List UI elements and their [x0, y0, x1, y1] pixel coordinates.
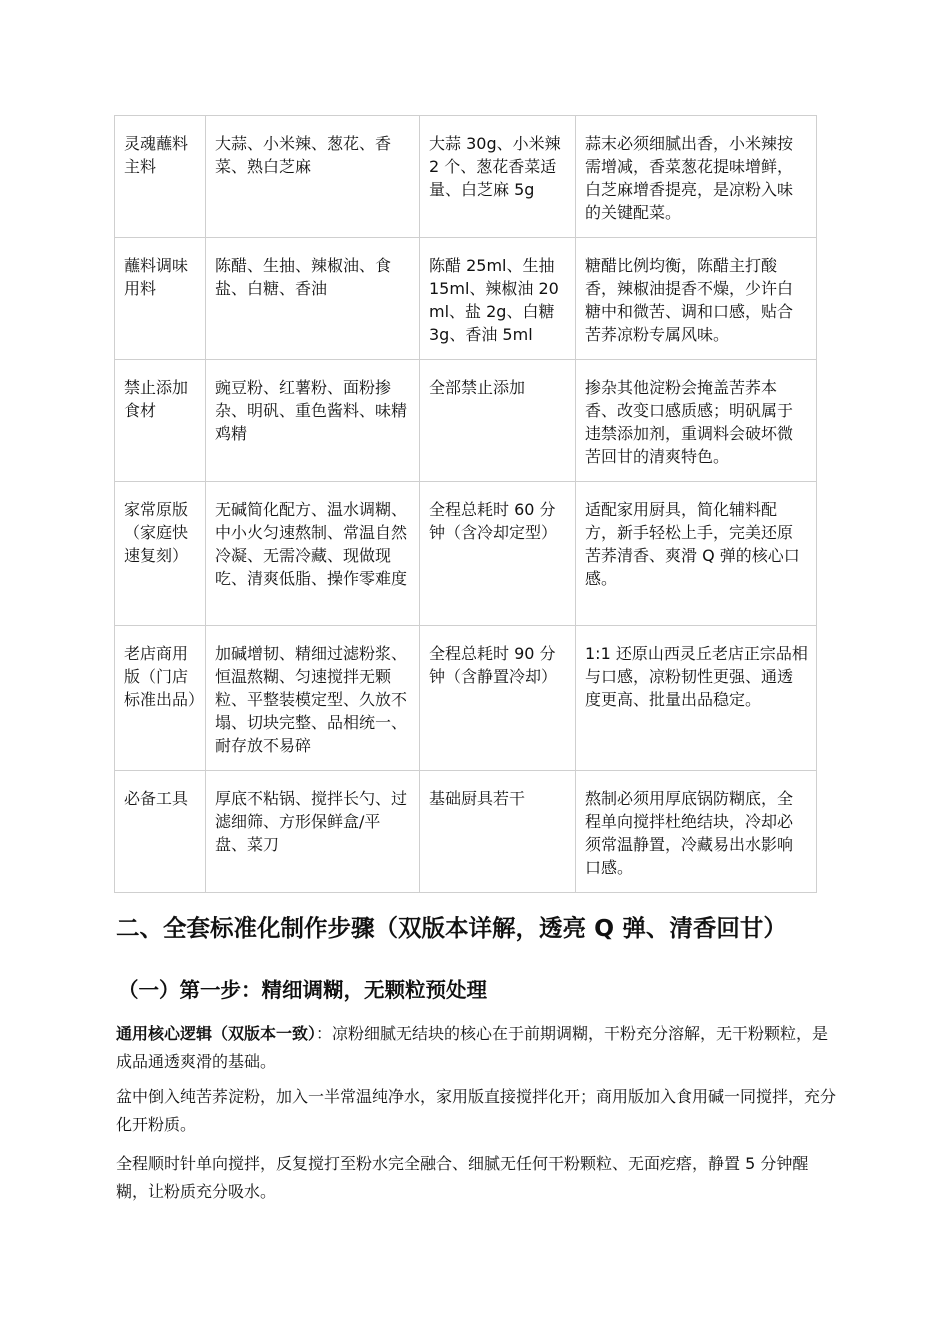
table-cell-note: 糖醋比例均衡，陈醋主打酸香，辣椒油提香不燥，少许白糖中和微苦、调和口感，贴合苦荞凉粉专属风味。	[576, 238, 817, 360]
table-cell-amount: 大蒜 30g、小米辣 2 个、葱花香菜适量、白芝麻 5g	[420, 116, 576, 238]
table-cell-item: 蘸料调味用料	[115, 238, 206, 360]
table-row	[115, 626, 817, 771]
table-cell-note: 1:1 还原山西灵丘老店正宗品相与口感，凉粉韧性更强、通透度更高、批量出品稳定。	[576, 626, 817, 771]
table-row	[115, 116, 817, 238]
step-heading: （一）第一步：精细调糊，无颗粒预处理	[118, 978, 487, 1002]
table-cell-amount: 陈醋 25ml、生抽 15ml、辣椒油 20ml、盐 2g、白糖 3g、香油 5ml	[420, 238, 576, 360]
table-row	[115, 238, 817, 360]
table-cell-item: 家常原版（家庭快速复刻）	[115, 482, 206, 626]
core-logic-lead: 通用核心逻辑（双版本一致）	[116, 1024, 317, 1043]
table-row	[115, 360, 817, 482]
table-cell-content: 加碱增韧、精细过滤粉浆、恒温熬糊、匀速搅拌无颗粒、平整装模定型、久放不塌、切块完整、品相统一、耐存放不易碎	[206, 626, 420, 771]
table-cell-item: 老店商用版（门店标准出品）	[115, 626, 206, 771]
table-cell-note: 适配家用厨具，简化辅料配方，新手轻松上手，完美还原苦荞清香、爽滑 Q 弹的核心口感。	[576, 482, 817, 626]
table-cell-content: 大蒜、小米辣、葱花、香菜、熟白芝麻	[206, 116, 420, 238]
table-cell-item: 禁止添加食材	[115, 360, 206, 482]
ingredients-table	[114, 115, 817, 893]
table-cell-content: 陈醋、生抽、辣椒油、食盐、白糖、香油	[206, 238, 420, 360]
core-logic-text: ：凉粉细腻无结块的核心在于前期调糊，干粉充分溶解，无干粉颗粒，是成品通透爽滑的基础。	[116, 1024, 829, 1071]
table-cell-note: 掺杂其他淀粉会掩盖苦荞本香、改变口感质感；明矾属于违禁添加剂，重调料会破坏微苦回甘的清爽特色。	[576, 360, 817, 482]
table-row	[115, 771, 817, 893]
table-cell-content: 无碱简化配方、温水调糊、中小火匀速熬制、常温自然冷凝、无需冷藏、现做现吃、清爽低脂、操作零难度	[206, 482, 420, 626]
table-cell-amount: 全部禁止添加	[420, 360, 576, 482]
table-cell-note: 蒜末必须细腻出香，小米辣按需增减，香菜葱花提味增鲜，白芝麻增香提亮，是凉粉入味的关键配菜。	[576, 116, 817, 238]
section-heading: 二、全套标准化制作步骤（双版本详解，透亮 Q 弹、清香回甘）	[116, 914, 787, 942]
table-cell-amount: 基础厨具若干	[420, 771, 576, 893]
table-cell-content: 豌豆粉、红薯粉、面粉掺杂、明矾、重色酱料、味精鸡精	[206, 360, 420, 482]
table-row	[115, 482, 817, 626]
table-cell-item: 必备工具	[115, 771, 206, 893]
paragraph-mixing: 盆中倒入纯苦荞淀粉，加入一半常温纯净水，家用版直接搅拌化开；商用版加入食用碱一同搅拌，充分化开粉质。	[116, 1087, 837, 1134]
table-cell-content: 厚底不粘锅、搅拌长勺、过滤细筛、方形保鲜盒/平盘、菜刀	[206, 771, 420, 893]
paragraph-core-logic	[116, 1020, 840, 1076]
table-cell-note: 熬制必须用厚底锅防糊底，全程单向搅拌杜绝结块，冷却必须常温静置，冷藏易出水影响口感。	[576, 771, 817, 893]
table-cell-item: 灵魂蘸料主料	[115, 116, 206, 238]
table-cell-amount: 全程总耗时 60 分钟（含冷却定型）	[420, 482, 576, 626]
paragraph-stirring: 全程顺时针单向搅拌，反复搅打至粉水完全融合、细腻无任何干粉颗粒、无面疙瘩，静置 5 分钟醒糊，让粉质充分吸水。	[116, 1154, 809, 1201]
table-cell-amount: 全程总耗时 90 分钟（含静置冷却）	[420, 626, 576, 771]
